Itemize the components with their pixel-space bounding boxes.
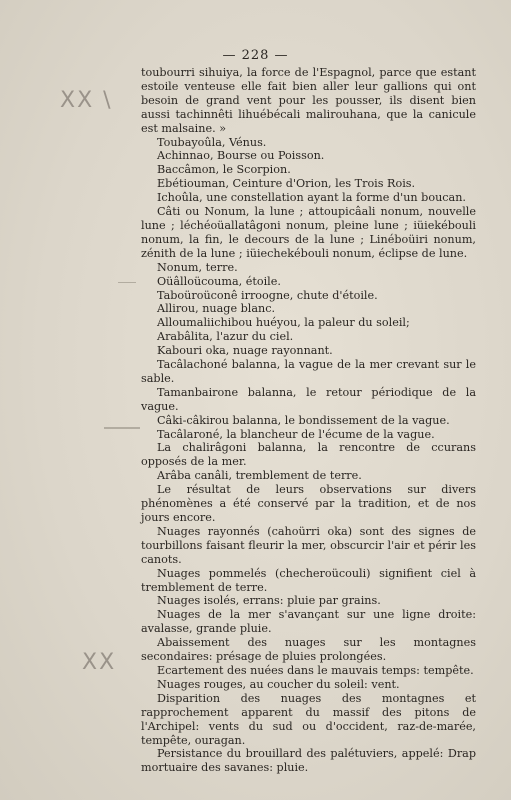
paragraph: Nuages isolés, errans: pluie par grains. (157, 594, 381, 608)
paragraph: Tamanbairone balanna, le retour périodique de la vague. (141, 385, 476, 413)
paragraph: La chalirâgoni balanna, la rencontre de ccurans opposés de la mer. (141, 441, 476, 469)
paragraph: Oüâlloücouma, étoile. (157, 274, 281, 288)
paragraph: Alloumaliichibou huéyou, la paleur du soleil; (157, 316, 410, 330)
page-number: — 228 — (222, 48, 289, 63)
paragraph: Allirou, nuage blanc. (157, 302, 276, 316)
paragraph: Nonum, terre. (157, 260, 238, 274)
paragraph: Achinnao, Bourse ou Poisson. (157, 149, 325, 163)
margin-annotation-top: XX \ (60, 88, 113, 113)
paragraph: Arabâlita, l'azur du ciel. (157, 330, 294, 344)
paragraph: Taboüroüconê irroogne, chute d'étoile. (157, 288, 378, 302)
paragraph: Arâba canâli, tremblement de terre. (157, 469, 362, 483)
paragraph: Nuages de la mer s'avançant sur une ligne droite: avalasse, grande pluie. (141, 608, 476, 636)
paragraph: Kabouri oka, nuage rayonnant. (157, 344, 333, 358)
paragraph: Ecartement des nuées dans le mauvais temps: tempête. (157, 663, 474, 677)
paragraph: toubourri sihuiya, la force de l'Espagnol, parce que estant estoile venteuse elle fait bien aller leur gallions qui ont besoin de grand vent pour les pousser, ils disent bien aussi tachinnêti lihuébécali malirouhana, que la canicule est malsaine. » (141, 66, 476, 135)
body-text (141, 66, 476, 775)
paragraph: Câti ou Nonum, la lune ; attoupicâali nonum, nouvelle lune ; léchéoüallatâgoni nonum, pleine lune ; iüiekébouli nonum, la fin, le decours de la lune ; Linéboüiri nonum, zénith de la lune ; iüiechekébouli nonum, éclipse de lune. (141, 205, 476, 260)
paragraph: Disparition des nuages des montagnes et rapprochement apparent du massif des pitons de l'Archipel: vents du sud ou d'occident, raz-de-marée, tempête, ouragan. (141, 691, 476, 747)
paragraph: Tacâlaroné, la blancheur de l'écume de la vague. (157, 427, 435, 441)
margin-scratch-mark (104, 427, 140, 429)
paragraph: Abaissement des nuages sur les montagnes secondaires: présage de pluies prolongées. (141, 636, 476, 664)
paragraph: Câki-câkirou balanna, le bondissement de la vague. (157, 413, 450, 427)
paragraph: Tacâlachoné balanna, la vague de la mer crevant sur le sable. (141, 358, 476, 385)
paragraph: Le résultat de leurs observations sur divers phénomènes a été conservé par la tradition, et de nos jours encore. (141, 483, 476, 524)
paragraph: Ichoûla, une constellation ayant la forme d'un boucan. (157, 191, 466, 205)
paragraph: Nuages rouges, au coucher du soleil: vent. (157, 677, 400, 691)
paragraph: Toubayoûla, Vénus. (157, 135, 267, 149)
margin-annotation-bottom: XX (82, 650, 117, 675)
paragraph: Baccâmon, le Scorpion. (157, 163, 291, 177)
paragraph: Nuages rayonnés (cahoürri oka) sont des signes de tourbillons faisant fleurir la mer, obscurcir l'air et périr les canots. (141, 524, 476, 566)
paragraph: Nuages pommelés (checheroücouli) signifient ciel à tremblement de terre. (141, 566, 476, 594)
paragraph: Persistance du brouillard des palétuviers, appelé: Drap mortuaire des savanes: pluie. (141, 747, 476, 775)
paragraph: Ebétiouman, Ceinture d'Orion, les Trois Rois. (157, 177, 416, 191)
margin-scratch-mark (118, 282, 136, 283)
